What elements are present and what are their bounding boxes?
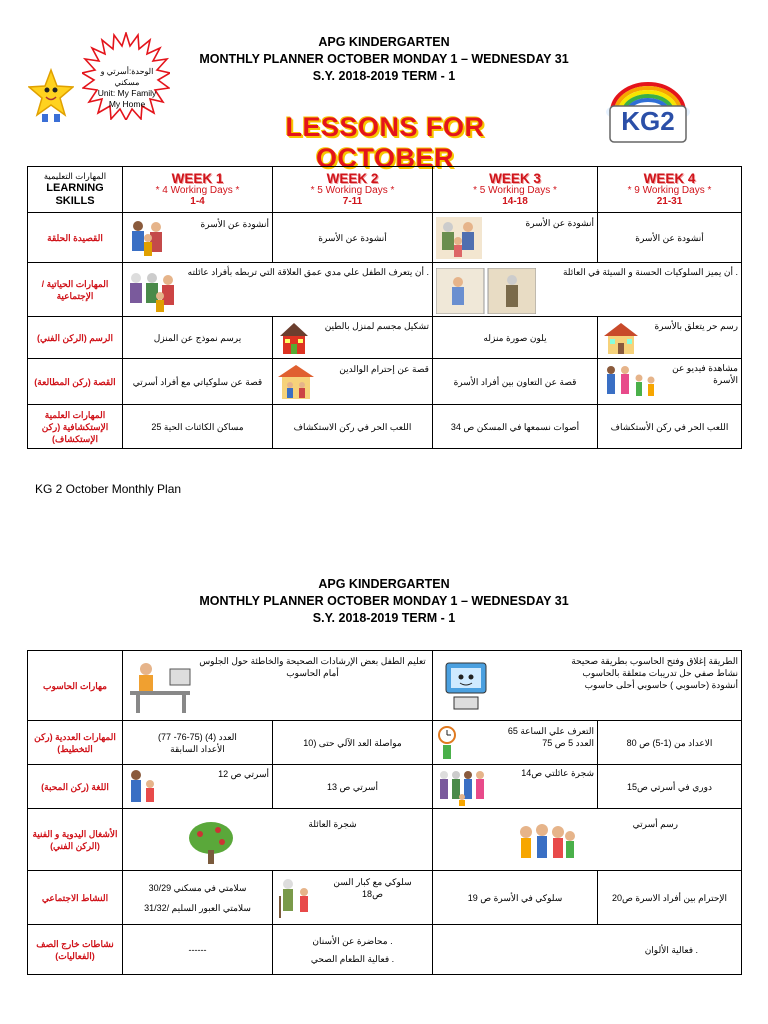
- school-year: S.Y. 2018-2019 TERM - 1: [312, 69, 456, 83]
- week-title: WEEK 3: [489, 171, 541, 186]
- plan-cell: أنشودة عن الأسرة: [273, 213, 433, 263]
- school-name: APG KINDERGARTEN: [318, 577, 450, 591]
- skills-header-cell: [28, 167, 123, 213]
- school-name: APG KINDERGARTEN: [318, 35, 450, 49]
- plan-cell: دوري في أسرتي ص15: [598, 765, 742, 809]
- week-days: * 5 Working Days *: [310, 185, 395, 196]
- skills-header-english-2: SKILLS: [55, 195, 95, 207]
- computer-character-icon: [436, 657, 496, 717]
- unit-arabic-2: مسكني: [114, 78, 140, 87]
- week-days: * 5 Working Days *: [473, 185, 557, 196]
- unit-english: Unit: My Family My Home: [97, 88, 157, 109]
- week-range: 14-18: [502, 196, 528, 207]
- plan-cell: [598, 359, 742, 405]
- plan-cell-text: . فعالية الألوان: [644, 944, 698, 955]
- plan-cell-text: الطريقة إغلاق وفتح الحاسوب بطريقة صحيحة: [571, 655, 738, 666]
- plan-cell-text: . أن يتعرف الطفل علي مدي عمق العلاقة التي تربطه بأفراد عائلته: [187, 266, 429, 277]
- skill-label: النشاط الاجتماعي: [28, 871, 123, 925]
- plan-cell: الإحترام بين أفراد الاسرة ص20: [598, 871, 742, 925]
- plan-cell: [273, 871, 433, 925]
- week-title: WEEK 2: [326, 171, 379, 186]
- kg2-badge-text: KG2: [621, 106, 675, 136]
- plan-cell: [123, 213, 273, 263]
- week-header: [123, 167, 273, 213]
- plan-cell-text: تعليم الطفل بعض الإرشادات الصحيحة والخاطئة حول الجلوس أمام الحاسوب: [199, 655, 426, 678]
- table-row: [28, 651, 742, 721]
- skill-label: القصيدة الحلقة: [28, 213, 123, 263]
- plan-cell: [273, 925, 433, 975]
- plan-cell: [123, 871, 273, 925]
- plan-cell: [433, 213, 598, 263]
- plan-cell: [433, 721, 598, 765]
- star-mascot-icon: [28, 68, 74, 124]
- week-days: * 9 Working Days *: [627, 185, 712, 196]
- week-title: WEEK 4: [643, 171, 696, 186]
- plan-cell-text: . أن يميز السلوكيات الحسنة و السيئة في العائلة: [562, 266, 738, 277]
- plan-cell: [598, 317, 742, 359]
- plan-cell: أصوات نسمعها في المسكن ص 34: [433, 405, 598, 449]
- plan-cell-text: رسم أسرتي: [632, 818, 678, 829]
- family-group-icon: [436, 767, 492, 807]
- family-scene-icon: [436, 268, 536, 314]
- unit-arabic-1: الوحدة:أسرتي و: [100, 67, 154, 76]
- plan-cell: [273, 317, 433, 359]
- table-row: [28, 765, 742, 809]
- table-row: [28, 405, 742, 449]
- doc1-plan-table: [27, 166, 742, 449]
- skill-label: اللغة (ركن المحبة): [28, 765, 123, 809]
- week-range: 1-4: [190, 196, 205, 207]
- elderly-helper-icon: [276, 876, 316, 920]
- skill-label: نشاطات خارج الصف (الفعاليات): [28, 925, 123, 975]
- plan-cell-text: سلوكي مع كبار السن: [333, 876, 412, 887]
- table-row: [28, 263, 742, 317]
- plan-cell: أسرتي ص 13: [273, 765, 433, 809]
- family-house-icon: [276, 363, 316, 401]
- table-row: [28, 721, 742, 765]
- computer-desk-icon: [126, 657, 196, 717]
- plan-cell-text: رسم حر يتعلق بالأسرة: [654, 320, 738, 331]
- plan-cell: اللعب الحر في ركن الأستكشاف: [598, 405, 742, 449]
- plan-cell: يرسم نموذج عن المنزل: [123, 317, 273, 359]
- plan-cell-text: . محاضرة عن الأسنان: [312, 935, 393, 946]
- week-header: [433, 167, 598, 213]
- skill-label: مهارات الحاسوب: [28, 651, 123, 721]
- plan-cell-wide: [433, 809, 742, 871]
- home-drawing-icon: [601, 320, 641, 356]
- plan-cell: مواصلة العد الآلي حتى (10: [273, 721, 433, 765]
- kids-group-icon: [516, 820, 576, 866]
- unit-text: [96, 66, 158, 110]
- table-row: [28, 871, 742, 925]
- plan-cell-wide: [433, 925, 742, 975]
- plan-cell-wide: [123, 263, 433, 317]
- plan-cell-text: العدد 5 ص 75: [542, 737, 594, 748]
- table-row: [28, 213, 742, 263]
- table-row: [28, 925, 742, 975]
- family-cartoon-icon: [601, 362, 661, 402]
- plan-cell-text: أنشودة (حاسوبي ) حاسوبي أحلى حاسوب: [584, 679, 738, 690]
- red-house-icon: [276, 320, 312, 356]
- plan-cell-text: سلامتي العبور السليم /31/32: [144, 902, 251, 913]
- doc2-header: [0, 576, 768, 627]
- skill-label: المهارات العلمية الإستكشافية (ركن الإستكشاف): [28, 405, 123, 449]
- week-range: 7-11: [342, 196, 363, 207]
- week-header: [273, 167, 433, 213]
- plan-cell-wide: [433, 651, 742, 721]
- family-group-icon: [436, 217, 482, 259]
- week-days: * 4 Working Days *: [155, 185, 240, 196]
- plan-cell-text: نشاط صفي حل تدريبات متعلقة بالحاسوب: [582, 667, 738, 678]
- table-row: [28, 167, 742, 213]
- plan-cell-wide: [123, 809, 433, 871]
- skills-header-english-1: LEARNING: [46, 182, 104, 194]
- plan-cell: اللعب الحر في ركن الاستكشاف: [273, 405, 433, 449]
- plan-cell-text: الأعداد السابقة: [170, 743, 225, 754]
- plan-cell-text: تشكيل مجسم لمنزل بالطين: [324, 320, 429, 331]
- skill-label: المهارات العددية (ركن التخطيط): [28, 721, 123, 765]
- plan-cell: مساكن الكائنات الحية 25: [123, 405, 273, 449]
- plan-cell-text: العدد (4) (75-76- 77): [158, 731, 237, 742]
- plan-cell-wide: [123, 651, 433, 721]
- plan-cell: [433, 765, 598, 809]
- skills-header-arabic: المهارات التعليمية: [43, 171, 107, 181]
- family-grandparents-icon: [126, 268, 184, 314]
- plan-cell: [273, 359, 433, 405]
- plan-cell: قصة عن سلوكياتي مع أفراد أسرتي: [123, 359, 273, 405]
- plan-cell: أنشودة عن الأسرة: [598, 213, 742, 263]
- plan-cell-text: سلامتي في مسكني 30/29: [148, 882, 247, 893]
- family-tree-icon: [186, 820, 236, 866]
- lessons-title: LESSONS FOR OCTOBER: [285, 112, 485, 173]
- page-caption: KG 2 October Monthly Plan: [35, 482, 182, 496]
- plan-cell: يلون صورة منزله: [433, 317, 598, 359]
- plan-cell: سلوكي في الأسرة ص 19: [433, 871, 598, 925]
- skill-label: القصة (ركن المطالعة): [28, 359, 123, 405]
- family-picture-icon: [126, 218, 174, 258]
- plan-cell-text: . فعالية الطعام الصحي: [310, 953, 395, 964]
- plan-cell-text: شجرة عائلتي ص14: [521, 767, 594, 778]
- skill-label: المهارات الحياتية /الإجتماعية: [28, 263, 123, 317]
- plan-cell-text: مشاهدة فيديو عن الأسرة: [672, 362, 738, 385]
- plan-cell-wide: [433, 263, 742, 317]
- plan-cell-text: أنشودة عن الأسرة: [200, 218, 269, 229]
- parent-child-icon: [126, 768, 160, 806]
- week-range: 21-31: [656, 196, 683, 207]
- clock-child-icon: [436, 725, 458, 761]
- skill-label: الرسم (الركن الفني): [28, 317, 123, 359]
- school-year: S.Y. 2018-2019 TERM - 1: [312, 611, 456, 625]
- week-header: [598, 167, 742, 213]
- table-row: [28, 359, 742, 405]
- skill-label: الأشغال اليدوية و الفنية (الركن الفني): [28, 809, 123, 871]
- planner-title: MONTHLY PLANNER OCTOBER MONDAY 1 – WEDNESDAY 31: [199, 594, 569, 608]
- plan-cell-text: أنشودة عن الأسرة: [525, 217, 594, 228]
- week-title: WEEK 1: [171, 171, 224, 186]
- plan-cell: الاعداد من (1-5) ص 80: [598, 721, 742, 765]
- plan-cell-text: شجرة العائلة: [308, 818, 357, 829]
- table-row: [28, 317, 742, 359]
- table-row: [28, 809, 742, 871]
- planner-title: MONTHLY PLANNER OCTOBER MONDAY 1 – WEDNESDAY 31: [199, 52, 569, 66]
- plan-cell-text: التعرف علي الساعة 65: [507, 725, 594, 736]
- plan-cell-text: ص18: [362, 888, 383, 899]
- plan-cell: ------: [123, 925, 273, 975]
- doc2-plan-table: [27, 650, 742, 975]
- plan-cell: [123, 765, 273, 809]
- plan-cell: قصة عن التعاون بين أفراد الأسرة: [433, 359, 598, 405]
- plan-cell-text: أسرتي ص 12: [218, 768, 269, 779]
- plan-cell-text: قصة عن إحترام الوالدين: [339, 363, 429, 374]
- plan-cell: [123, 721, 273, 765]
